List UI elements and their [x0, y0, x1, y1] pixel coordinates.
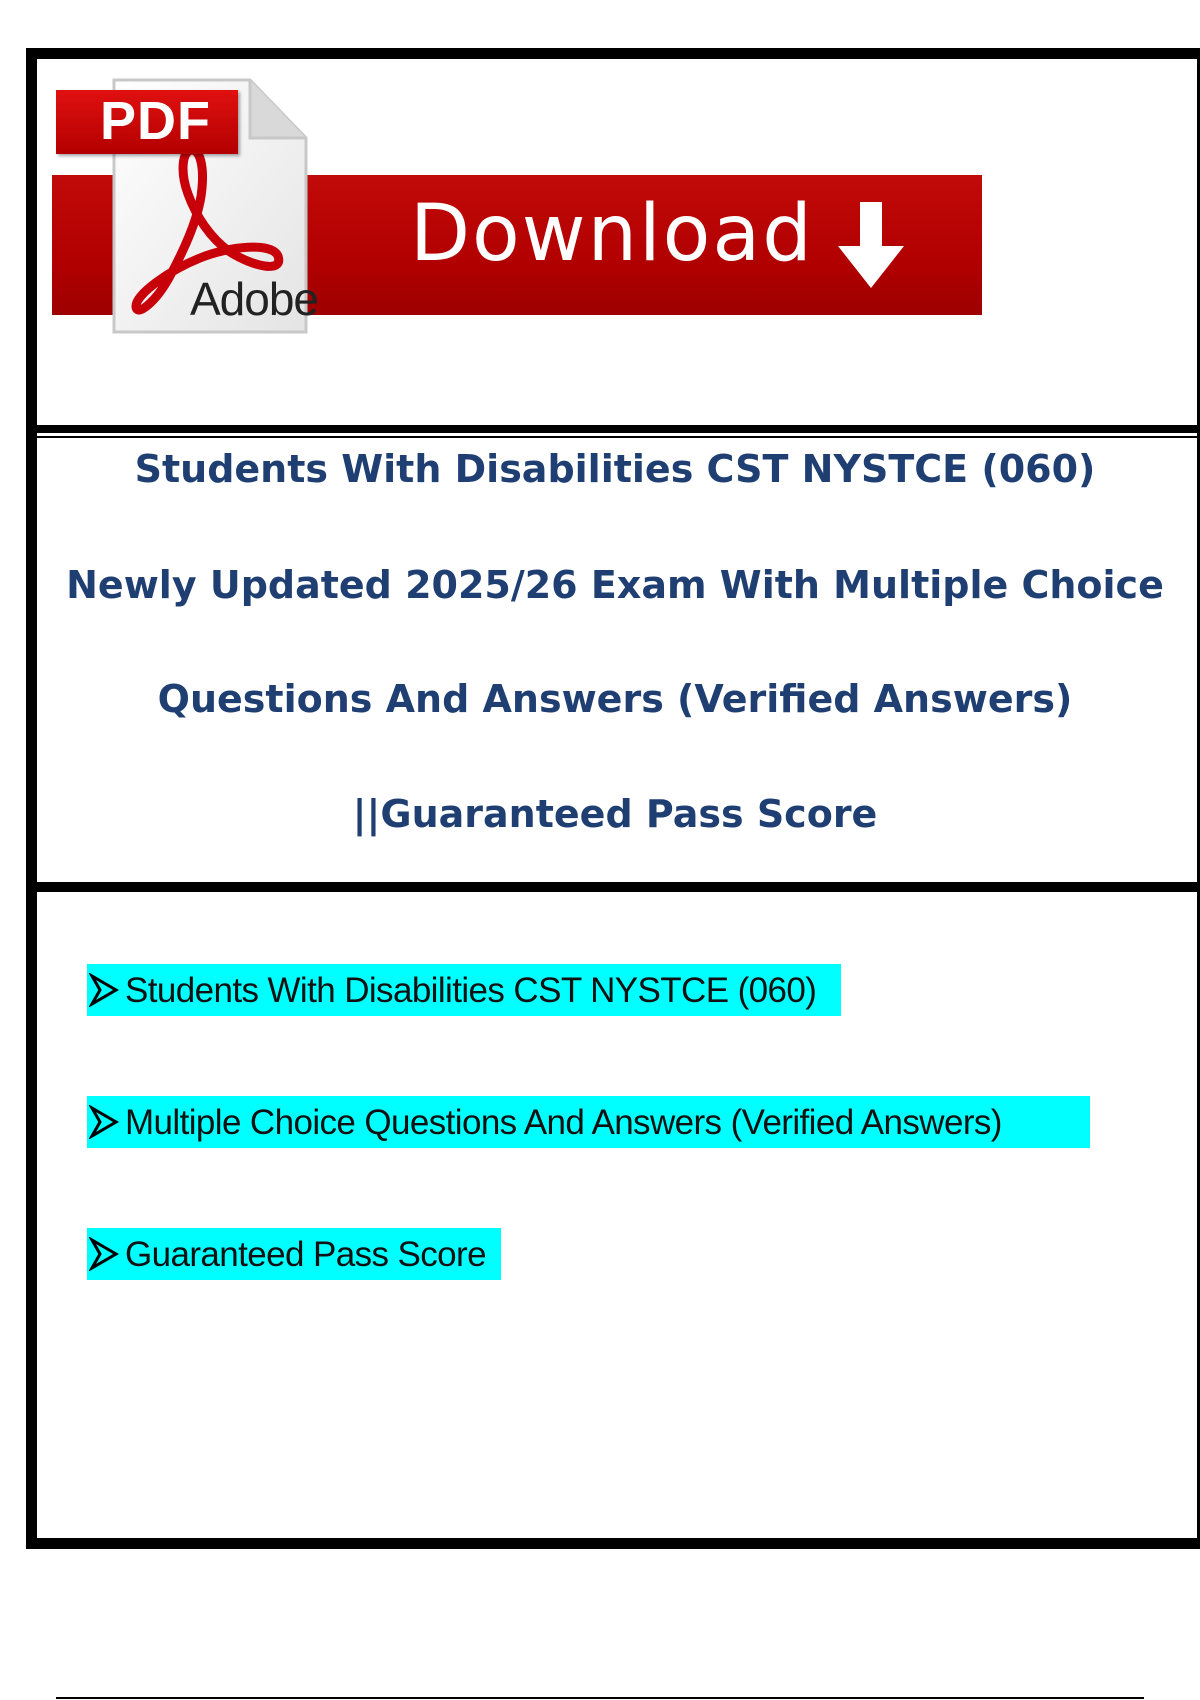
- list-item: [87, 1096, 1090, 1148]
- title-line-2: Newly Updated 2025/26 Exam With Multiple Choice: [66, 563, 1164, 607]
- arrow-bullet-icon: [89, 1105, 119, 1139]
- arrow-bullet-icon: [89, 973, 119, 1007]
- arrow-bullet-icon: [89, 1237, 119, 1271]
- title-line-4: ||Guaranteed Pass Score: [352, 792, 878, 836]
- download-arrow-icon[interactable]: [836, 200, 906, 290]
- footer-rule: [56, 1697, 1144, 1699]
- list-item-label: Multiple Choice Questions And Answers (Verified Answers): [125, 1102, 1002, 1142]
- list-item: [87, 964, 841, 1016]
- list-item-label: Guaranteed Pass Score: [125, 1234, 486, 1274]
- pdf-label: PDF: [100, 91, 211, 151]
- list-item-label: Students With Disabilities CST NYSTCE (060): [125, 970, 817, 1010]
- section-divider: [30, 425, 1200, 433]
- download-label[interactable]: Download: [410, 189, 814, 279]
- adobe-logo-text: Adobe: [190, 273, 319, 325]
- list-item: [87, 1228, 501, 1280]
- title-line-3: Questions And Answers (Verified Answers): [157, 677, 1073, 721]
- title-line-1: Students With Disabilities CST NYSTCE (060): [134, 447, 1096, 491]
- section-divider: [30, 882, 1200, 892]
- section-divider-thin: [30, 436, 1200, 438]
